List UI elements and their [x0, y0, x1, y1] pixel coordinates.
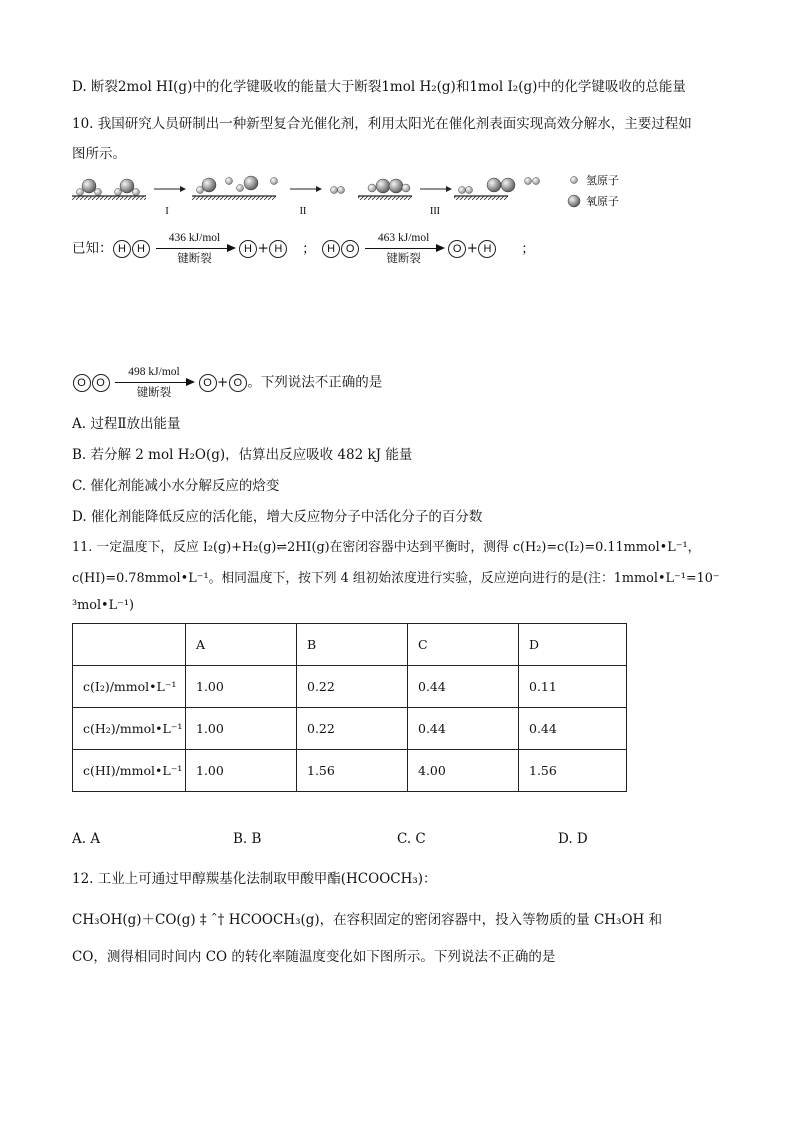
- q10-stem-line2: 图所示。: [72, 146, 126, 162]
- step-label: I: [165, 206, 169, 217]
- water-molecule: [77, 179, 102, 196]
- table-cell: C: [408, 624, 519, 666]
- q10-option-c: C. 催化剂能减小水分解反应的焓变: [72, 478, 280, 494]
- o-atom-icon: O: [199, 374, 217, 392]
- q9-option-d: D. 断裂2mol HI(g)中的化学键吸收的能量大于断裂1mol H₂(g)和1mol I₂(g)中的化学键吸收的总能量: [72, 79, 686, 95]
- table-cell: 1.00: [186, 708, 297, 750]
- table-cell: 1.56: [297, 750, 408, 792]
- table-row: [73, 708, 627, 750]
- table-row: [73, 750, 627, 792]
- table-cell: 0.22: [297, 666, 408, 708]
- water-molecule: [115, 179, 140, 196]
- table-cell: c(I₂)/mmol•L⁻¹: [73, 666, 186, 708]
- known-bond-oo: O O 498 kJ/mol 键断裂 O + O 。下列说法不正确的是: [72, 366, 382, 400]
- table-row: [73, 666, 627, 708]
- table-cell: 0.11: [519, 666, 627, 708]
- o-atom-icon: O: [73, 374, 91, 392]
- q11-stem-line1: 11. 一定温度下，反应 I₂(g)+H₂(g)⇌2HI(g)在密闭容器中达到平衡时，测得 c(H₂)=c(I₂)=0.11mmol•L⁻¹，: [72, 540, 701, 555]
- initial-concentration-table: [72, 623, 627, 792]
- q11-option-c: C. C: [397, 831, 426, 847]
- table-cell: [73, 624, 186, 666]
- table-cell: 0.44: [408, 708, 519, 750]
- q10-option-d: D. 催化剂能降低反应的活化能，增大反应物分子中活化分子的百分数: [72, 509, 483, 525]
- hh-bond-arrow: 436 kJ/mol 键断裂: [154, 232, 236, 266]
- water-splitting-diagram: [68, 168, 628, 220]
- table-cell: 1.00: [186, 666, 297, 708]
- table-cell: c(H₂)/mmol•L⁻¹: [73, 708, 186, 750]
- h-atom-icon: H: [239, 240, 257, 258]
- ho-bond-arrow: 463 kJ/mol 键断裂: [363, 232, 445, 266]
- q12-stem-line2: CH₃OH(g)＋CO(g) ‡ ˆ† HCOOCH₃(g)，在容积固定的密闭容器中，投入等物质的量 CH₃OH 和: [72, 912, 663, 928]
- o-atom-icon: O: [229, 374, 247, 392]
- table-cell: 0.44: [408, 666, 519, 708]
- table-cell: 0.22: [297, 708, 408, 750]
- known-bond-energies: 已知： H H 436 kJ/mol 键断裂 H + H ； H O 463 kJ/mol 键断裂 O + H ；: [72, 232, 535, 265]
- known-label: 已知：: [72, 240, 113, 257]
- table-cell: 4.00: [408, 750, 519, 792]
- step-label: II: [299, 206, 307, 217]
- table-header-row: [73, 624, 627, 666]
- table-cell: 1.56: [519, 750, 627, 792]
- table-cell: B: [297, 624, 408, 666]
- q10-stem-line1: 10. 我国研究人员研制出一种新型复合光催化剂，利用太阳光在催化剂表面实现高效分解水，主要过程如: [72, 116, 692, 132]
- q11-option-b: B. B: [233, 831, 262, 847]
- o-atom-icon: O: [448, 240, 466, 258]
- table-cell: 1.00: [186, 750, 297, 792]
- table-cell: D: [519, 624, 627, 666]
- table-cell: A: [186, 624, 297, 666]
- o-atom-icon: O: [92, 374, 110, 392]
- h-atom-icon: H: [113, 240, 131, 258]
- q11-stem-line2: c(HI)=0.78mmol•L⁻¹。相同温度下，按下列 4 组初始浓度进行实验，反应逆向进行的是(注：1mmol•L⁻¹=10⁻: [72, 571, 720, 586]
- o-atom-icon: O: [341, 240, 359, 258]
- legend-hydrogen: 氢原子: [586, 174, 619, 187]
- q10-option-a: A. 过程Ⅱ放出能量: [72, 416, 181, 432]
- q11-option-d: D. D: [558, 831, 588, 847]
- oo-bond-arrow: 498 kJ/mol 键断裂: [113, 366, 195, 400]
- table-cell: 0.44: [519, 708, 627, 750]
- catalyst-surface: [72, 196, 508, 200]
- q12-stem-line1: 12. 工业上可通过甲醇羰基化法制取甲酸甲酯(HCOOCH₃)：: [72, 871, 437, 887]
- h-atom-icon: H: [132, 240, 150, 258]
- oxygen-atom-legend-icon: [568, 195, 580, 207]
- q11-stem-line3: ³mol•L⁻¹): [72, 598, 134, 613]
- hydrogen-atom-legend-icon: [571, 177, 578, 184]
- legend-oxygen: 氧原子: [586, 195, 619, 208]
- q11-option-a: A. A: [72, 831, 101, 847]
- h-atom-icon: H: [269, 240, 287, 258]
- q10-question: 。下列说法不正确的是: [247, 374, 383, 391]
- step-label: III: [430, 206, 440, 217]
- q10-option-b: B. 若分解 2 mol H₂O(g)，估算出反应吸收 482 kJ 能量: [72, 447, 413, 463]
- h-atom-icon: H: [478, 240, 496, 258]
- table-cell: c(HI)/mmol•L⁻¹: [73, 750, 186, 792]
- h-atom-icon: H: [322, 240, 340, 258]
- q12-stem-line3: CO，测得相同时间内 CO 的转化率随温度变化如下图所示。下列说法不正确的是: [72, 949, 556, 965]
